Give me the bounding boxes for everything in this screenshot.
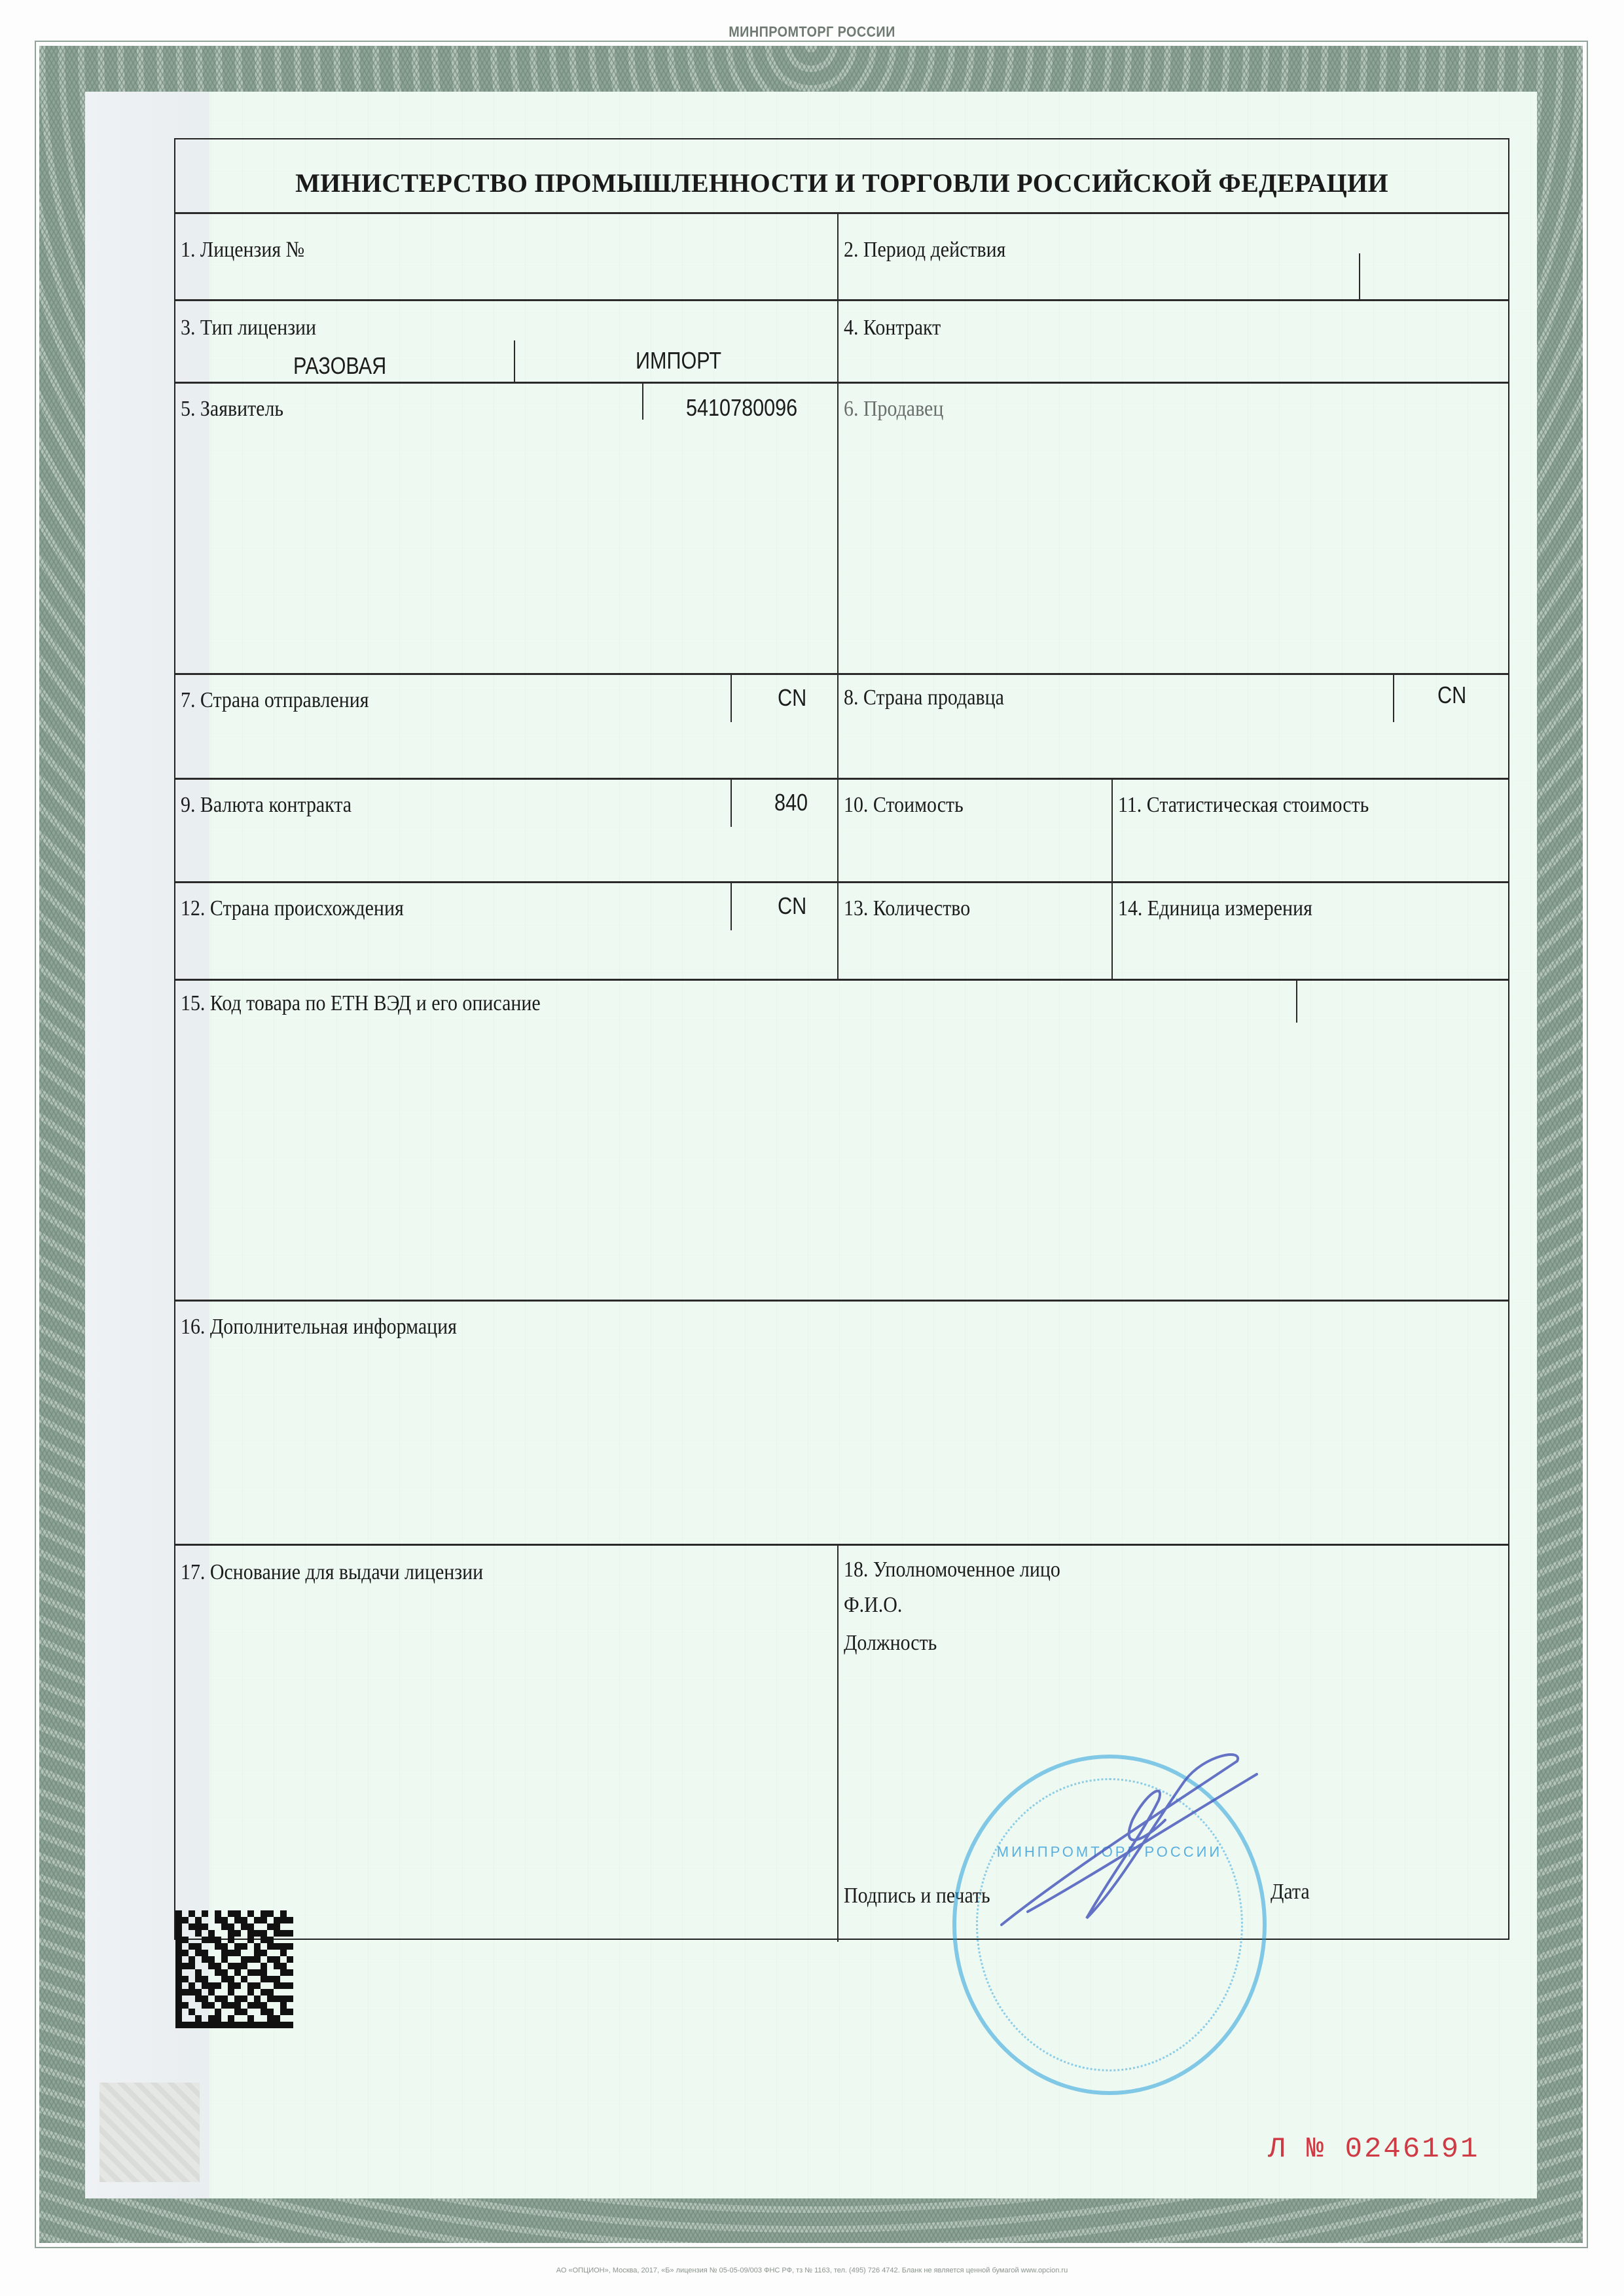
field-6-label: 6. Продавец: [844, 397, 944, 421]
field-1-label: 1. Лицензия №: [181, 238, 305, 262]
field-10-label: 10. Стоимость: [844, 793, 964, 817]
field-10-cost: [839, 780, 1111, 881]
divider: [1359, 253, 1360, 299]
row-12-13-14: [175, 881, 1508, 979]
field-16-additional-info: [175, 1302, 1508, 1544]
field-1-license-number: [175, 214, 837, 299]
field-15-commodity-code: [175, 981, 1508, 1300]
dispatch-country-code: CN: [778, 684, 807, 711]
field-17-basis: [175, 1546, 837, 1940]
field-5-applicant: [175, 384, 837, 673]
field-4-label: 4. Контракт: [844, 316, 941, 340]
field-11-label: 11. Статистическая стоимость: [1118, 793, 1369, 817]
field-9-contract-currency: [175, 780, 837, 881]
field-7-dispatch-country: [175, 675, 837, 778]
field-15-label: 15. Код товара по ЕТН ВЭД и его описание: [181, 991, 541, 1015]
divider: [731, 675, 732, 722]
field-5-label: 5. Заявитель: [181, 397, 284, 421]
signature-label: Подпись и печать: [844, 1884, 990, 1908]
field-11-statistical-cost: [1113, 780, 1508, 881]
date-label: Дата: [1271, 1880, 1310, 1904]
field-3-license-type: [175, 301, 837, 382]
origin-country-code: CN: [778, 892, 807, 919]
license-direction-value: ИМПОРТ: [636, 347, 722, 374]
divider: [731, 780, 732, 827]
form-title: МИНИСТЕРСТВО ПРОМЫШЛЕННОСТИ И ТОРГОВЛИ РОССИЙСКОЙ ФЕДЕРАЦИИ: [295, 168, 1388, 198]
field-12-label: 12. Страна происхождения: [181, 896, 404, 920]
field-9-label: 9. Валюта контракта: [181, 793, 352, 817]
field-2-label: 2. Период действия: [844, 238, 1006, 262]
seller-country-code: CN: [1437, 682, 1467, 708]
divider: [1296, 981, 1297, 1023]
row-3-4: [175, 299, 1508, 382]
issuer-header: МИНПРОМТОРГ РОССИИ: [729, 24, 895, 40]
field-13-label: 13. Количество: [844, 896, 971, 920]
field-8-label: 8. Страна продавца: [844, 685, 1004, 710]
row-16: [175, 1300, 1508, 1544]
field-8-seller-country: [839, 675, 1508, 778]
stamp-text: МИНПРОМТОРГ РОССИИ: [996, 1844, 1223, 1860]
field-4-contract: [839, 301, 1508, 382]
name-label: Ф.И.О.: [844, 1593, 903, 1617]
datamatrix-barcode-icon: [175, 1910, 293, 2028]
divider: [731, 883, 732, 930]
row-17-18: [175, 1544, 1508, 1940]
field-18-label: 18. Уполномоченное лицо: [844, 1558, 1060, 1582]
field-17-label: 17. Основание для выдачи лицензии: [181, 1560, 484, 1584]
field-2-validity-period: [839, 214, 1508, 299]
signature-icon: [988, 1741, 1263, 1938]
field-3-label: 3. Тип лицензии: [181, 316, 317, 340]
contract-currency-code: 840: [774, 789, 808, 816]
divider: [642, 384, 643, 420]
printer-footer-note: АО «ОПЦИОН», Москва, 2017, «Б» лицензия № 05-05-09/003 ФНС РФ, тз № 1163, тел. (495) 726 4742. Бланк не является ценной бумагой www.opcion.ru: [556, 2267, 1068, 2274]
row-1-2: [175, 212, 1508, 299]
form-serial-number: Л № 0246191: [1268, 2133, 1480, 2166]
applicant-inn: 5410780096: [686, 394, 798, 421]
row-15: [175, 979, 1508, 1300]
divider: [1393, 675, 1394, 722]
license-type-value: РАЗОВАЯ: [293, 352, 387, 379]
field-6-seller: [839, 384, 1508, 673]
row-5-6: [175, 382, 1508, 673]
field-12-origin-country: [175, 883, 837, 979]
row-9-10-11: [175, 778, 1508, 881]
hologram-icon: [99, 2083, 200, 2182]
field-7-label: 7. Страна отправления: [181, 688, 369, 712]
field-13-quantity: [839, 883, 1111, 979]
field-14-label: 14. Единица измерения: [1118, 896, 1312, 920]
license-form: [174, 138, 1509, 1940]
field-14-unit-of-measure: [1113, 883, 1508, 979]
position-label: Должность: [844, 1631, 937, 1655]
divider: [514, 340, 515, 384]
row-7-8: [175, 673, 1508, 778]
field-16-label: 16. Дополнительная информация: [181, 1315, 457, 1339]
